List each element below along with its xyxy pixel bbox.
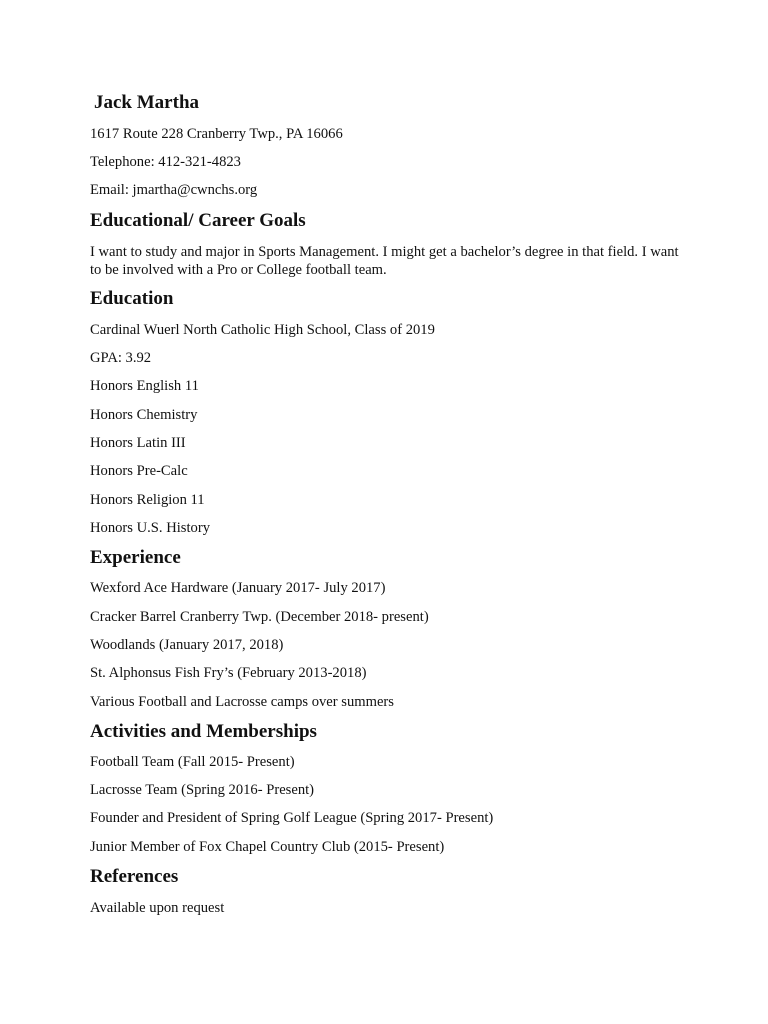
education-item: Cardinal Wuerl North Catholic High School, Class of 2019 xyxy=(90,322,435,338)
email-line: Email: jmartha@cwnchs.org xyxy=(90,182,258,198)
education-item: Honors English 11 xyxy=(90,378,199,394)
address-line: 1617 Route 228 Cranberry Twp., PA 16066 xyxy=(90,126,343,142)
education-heading: Education xyxy=(90,288,174,309)
education-item: GPA: 3.92 xyxy=(90,350,152,366)
activity-item: Lacrosse Team (Spring 2016- Present) xyxy=(90,782,315,798)
goals-text: I want to study and major in Sports Management. I might get a bachelor’s degree in that field. I want to be involved with a Pro or College football team. xyxy=(90,244,679,278)
activities-heading: Activities and Memberships xyxy=(90,721,317,742)
experience-item: Woodlands (January 2017, 2018) xyxy=(90,637,284,653)
activity-item: Junior Member of Fox Chapel Country Club (2015- Present) xyxy=(90,839,445,855)
education-item: Honors U.S. History xyxy=(90,520,210,536)
experience-heading: Experience xyxy=(90,547,181,568)
references-text: Available upon request xyxy=(90,900,225,916)
experience-item: St. Alphonsus Fish Fry’s (February 2013-2018) xyxy=(90,665,367,681)
goals-heading: Educational/ Career Goals xyxy=(90,210,306,231)
experience-item: Wexford Ace Hardware (January 2017- July 2017) xyxy=(90,580,386,596)
education-item: Honors Chemistry xyxy=(90,407,198,423)
telephone-line: Telephone: 412-321-4823 xyxy=(90,154,241,170)
activity-item: Founder and President of Spring Golf League (Spring 2017- Present) xyxy=(90,810,494,826)
education-item: Honors Religion 11 xyxy=(90,492,205,508)
references-heading: References xyxy=(90,866,179,887)
education-item: Honors Latin III xyxy=(90,435,186,451)
resume-name: Jack Martha xyxy=(94,92,200,113)
education-item: Honors Pre-Calc xyxy=(90,463,188,479)
experience-item: Cracker Barrel Cranberry Twp. (December 2018- present) xyxy=(90,609,429,625)
experience-item: Various Football and Lacrosse camps over summers xyxy=(90,694,394,710)
activity-item: Football Team (Fall 2015- Present) xyxy=(90,754,295,770)
